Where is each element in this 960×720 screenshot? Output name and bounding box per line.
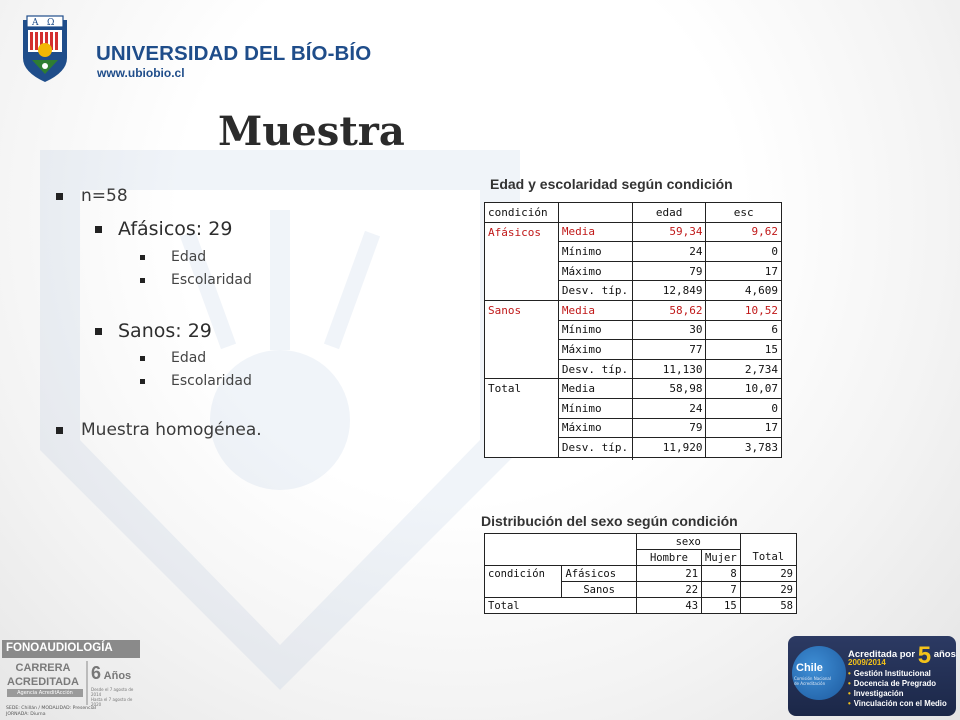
value-cell: 29	[740, 582, 796, 598]
value-cell: 30	[632, 320, 706, 340]
table-row	[485, 222, 782, 242]
value-cell: 59,34	[632, 222, 706, 242]
program-name: FONOAUDIOLOGÍA	[2, 640, 140, 658]
list-item: • Docencia de Pregrado	[848, 679, 947, 689]
university-logo[interactable]	[20, 14, 372, 86]
group-spacer	[485, 281, 559, 301]
bullet-marker-icon	[140, 255, 145, 260]
cna-line1: Comisión Nacional	[794, 676, 831, 681]
table1-caption: Edad y escolaridad según condición	[490, 176, 733, 192]
value-cell: 79	[632, 418, 706, 438]
value-cell: 6	[706, 320, 782, 340]
watermark-emblem	[0, 90, 560, 720]
stat-label: Media	[558, 379, 632, 399]
row-label: Total	[485, 598, 637, 614]
header-cell	[740, 534, 796, 550]
bullet-homogenea	[56, 420, 262, 440]
value-cell: 58,62	[632, 300, 706, 320]
cna-name	[794, 676, 831, 686]
header-cell: esc	[706, 203, 782, 223]
list-item: • Gestión Institucional	[848, 669, 947, 679]
years-word: Años	[103, 670, 132, 682]
accreditation-dates	[91, 687, 140, 707]
bullet-marker-icon	[95, 328, 102, 335]
sub-label: Sanos	[562, 582, 636, 598]
value-cell: 10,07	[706, 379, 782, 399]
university-url[interactable]: www.ubiobio.cl	[97, 66, 185, 80]
table-header-row	[485, 534, 797, 550]
date-to: Hasta el 7 agosto de 2020	[91, 697, 133, 707]
value-cell: 10,52	[706, 300, 782, 320]
group-label: Total	[485, 379, 559, 399]
table-row	[485, 566, 797, 582]
svg-text:A: A	[32, 18, 39, 28]
carrera-label: CARRERA	[15, 662, 71, 674]
bullet-text: n=58	[81, 186, 128, 206]
value-cell: 58,98	[632, 379, 706, 399]
carrera-acreditada	[2, 661, 84, 705]
value-cell: 3,783	[706, 438, 782, 458]
value-cell: 11,130	[632, 359, 706, 379]
slide-title: Muestra	[218, 108, 405, 155]
value-cell: 8	[702, 566, 741, 582]
value-cell: 22	[636, 582, 701, 598]
bullet-text: Afásicos: 29	[118, 218, 233, 240]
bullet-sanos-escolaridad	[140, 373, 252, 389]
value-cell: 29	[740, 566, 796, 582]
bullet-sanos	[95, 320, 212, 342]
stat-label: Desv. típ.	[558, 281, 632, 301]
table-row	[485, 320, 782, 340]
group-spacer	[485, 582, 562, 598]
acreditada-label: ACREDITADA	[7, 676, 79, 688]
value-cell: 12,849	[632, 281, 706, 301]
group-spacer	[485, 340, 559, 360]
stat-label: Máximo	[558, 261, 632, 281]
bullet-marker-icon	[95, 226, 102, 233]
value-cell: 17	[706, 261, 782, 281]
table-row	[485, 379, 782, 399]
bullet-sanos-edad	[140, 350, 206, 366]
value-cell: 77	[632, 340, 706, 360]
group-label: Afásicos	[485, 222, 559, 242]
fonoaudiologia-badge	[2, 640, 140, 718]
stat-label: Mínimo	[558, 320, 632, 340]
table-row	[485, 300, 782, 320]
value-cell: 0	[706, 242, 782, 262]
date-from: Desde el 7 agosto de 2014	[91, 687, 134, 697]
stat-label: Media	[558, 222, 632, 242]
group-label: Sanos	[485, 300, 559, 320]
bullet-text: Muestra homogénea.	[81, 420, 262, 440]
bullet-text: Edad	[171, 249, 207, 265]
group-spacer	[485, 359, 559, 379]
value-cell: 58	[740, 598, 796, 614]
bullet-afasicos-edad	[140, 249, 206, 265]
table-row	[485, 598, 797, 614]
bullet-marker-icon	[56, 193, 63, 200]
bullet-marker-icon	[140, 356, 145, 361]
bullet-marker-icon	[140, 278, 145, 283]
bullet-text: Escolaridad	[171, 373, 252, 389]
value-cell: 24	[632, 242, 706, 262]
sex-distribution-table	[484, 533, 797, 614]
bullet-text: Escolaridad	[171, 272, 252, 288]
value-cell: 15	[706, 340, 782, 360]
accreditation-period: 2009/2014	[848, 658, 886, 667]
years-number: 6	[91, 663, 102, 683]
stat-label: Desv. típ.	[558, 438, 632, 458]
bullet-afasicos-escolaridad	[140, 272, 252, 288]
stat-label: Mínimo	[558, 398, 632, 418]
table-row	[485, 242, 782, 262]
stat-label: Media	[558, 300, 632, 320]
table-row	[485, 418, 782, 438]
bullet-n	[56, 186, 128, 206]
university-name: UNIVERSIDAD DEL BÍO-BÍO	[96, 42, 372, 65]
stat-label: Máximo	[558, 418, 632, 438]
sede-label: SEDE: Chillán / MODALIDAD: Presencial	[6, 706, 96, 711]
corner-cell	[485, 534, 637, 566]
table-row	[485, 359, 782, 379]
value-cell: 24	[632, 398, 706, 418]
years-box	[86, 661, 140, 705]
table-row	[485, 261, 782, 281]
header-cell: sexo	[636, 534, 740, 550]
jornada-label: JORNADA: Diurna	[6, 711, 46, 717]
value-cell: 17	[706, 418, 782, 438]
header-cell: condición	[485, 203, 559, 223]
group-spacer	[485, 398, 559, 418]
table-row	[485, 340, 782, 360]
bullet-afasicos	[95, 218, 232, 240]
header-cell	[558, 203, 632, 223]
value-cell: 21	[636, 566, 701, 582]
header-cell: Mujer	[702, 550, 741, 566]
cna-chile-label: Chile	[796, 662, 823, 674]
table-header-row	[485, 203, 782, 223]
bullet-marker-icon	[140, 379, 145, 384]
value-cell: 7	[702, 582, 741, 598]
accreditation-years: 5	[917, 642, 932, 669]
stat-label: Mínimo	[558, 242, 632, 262]
list-item: • Investigación	[848, 689, 947, 699]
cna-line2: de Acreditación	[794, 681, 826, 686]
table2-caption: Distribución del sexo según condición	[481, 513, 738, 529]
header-cell: edad	[632, 203, 706, 223]
age-education-table	[484, 202, 782, 458]
table-divider	[632, 452, 633, 460]
value-cell: 15	[702, 598, 741, 614]
table-row	[485, 398, 782, 418]
table-row	[485, 281, 782, 301]
value-cell: 79	[632, 261, 706, 281]
university-crest-icon	[20, 14, 70, 84]
accreditation-areas	[848, 669, 947, 709]
value-cell: 43	[636, 598, 701, 614]
value-cell: 4,609	[706, 281, 782, 301]
value-cell: 2,734	[706, 359, 782, 379]
group-spacer	[485, 418, 559, 438]
group-spacer	[485, 320, 559, 340]
group-spacer	[485, 438, 559, 458]
agency-label: Agencia AcreditAcción	[7, 689, 83, 697]
years-label	[91, 663, 131, 684]
group-spacer	[485, 242, 559, 262]
stat-label: Máximo	[558, 340, 632, 360]
row-label: condición	[485, 566, 562, 582]
bullet-text: Edad	[171, 350, 207, 366]
table-row	[485, 582, 797, 598]
header-cell: Hombre	[636, 550, 701, 566]
header-cell: Total	[740, 550, 796, 566]
accreditation-badge	[788, 636, 956, 716]
value-cell: 9,62	[706, 222, 782, 242]
list-item: • Vinculación con el Medio	[848, 699, 947, 709]
value-cell: 11,920	[632, 438, 706, 458]
value-cell: 0	[706, 398, 782, 418]
bullet-marker-icon	[56, 427, 63, 434]
stat-label: Desv. típ.	[558, 359, 632, 379]
accreditation-suffix: años	[933, 649, 956, 660]
svg-text:Ω: Ω	[47, 18, 55, 28]
sub-label: Afásicos	[562, 566, 636, 582]
bullet-text: Sanos: 29	[118, 320, 212, 342]
sede-info	[6, 706, 96, 717]
accreditation-prefix: Acreditada por	[848, 649, 916, 660]
table-row	[485, 438, 782, 458]
group-spacer	[485, 261, 559, 281]
